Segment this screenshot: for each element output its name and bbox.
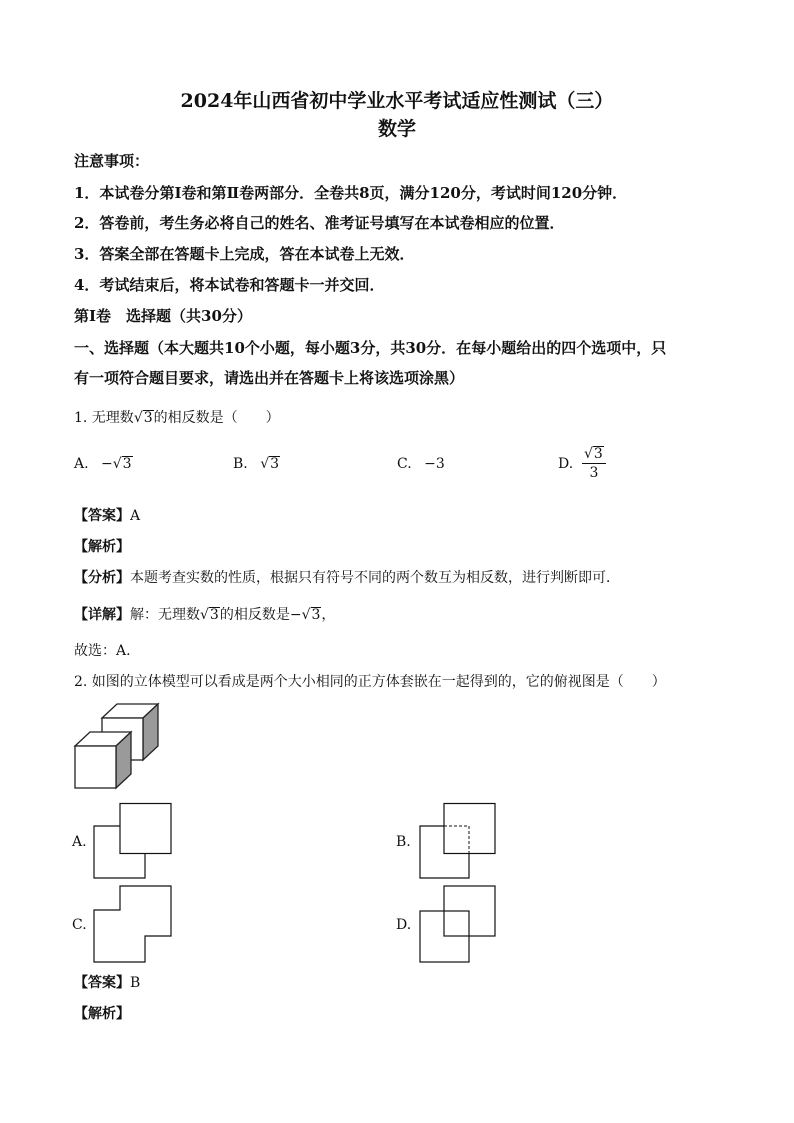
fenxi-tag: 【分析】 — [74, 570, 130, 586]
fraction-numerator — [582, 446, 606, 464]
q2-option-d-figure — [418, 884, 500, 966]
question-1-stem-after: 的相反数是（ ） — [153, 410, 280, 426]
radicand: 3 — [270, 456, 280, 472]
sqrt-expression: √3 — [133, 410, 153, 426]
sqrt-expression: √3 — [200, 607, 219, 623]
q2-analysis-tag: 【解析】 — [74, 1006, 130, 1022]
detail-middle: 的相反数是 — [219, 607, 290, 623]
answer-value: B — [130, 975, 141, 991]
q1-option-b — [233, 456, 280, 472]
q2-option-b-label: B. — [396, 834, 411, 850]
q1-analysis-tag: 【解析】 — [74, 539, 130, 555]
radicand: 3 — [311, 607, 321, 623]
q1-option-c — [397, 456, 445, 472]
exam-title: 2024年山西省初中学业水平考试适应性测试（三） — [180, 90, 614, 112]
detail-tag: 【详解】 — [74, 607, 130, 623]
question-1-stem — [74, 407, 280, 427]
option-a-sign: − — [101, 456, 113, 472]
q2-option-b-figure — [418, 802, 500, 882]
question-2-stem: 2. 如图的立体模型可以看成是两个大小相同的正方体套嵌在一起得到的，它的俯视图是（ ） — [74, 674, 666, 690]
note-item-2: 2．答卷前，考生务必将自己的姓名、准考证号填写在本试卷相应的位置． — [74, 214, 565, 232]
fenxi-text: 本题考查实数的性质，根据只有符号不同的两个数互为相反数，进行判断即可． — [130, 570, 620, 586]
q2-option-c-figure — [92, 884, 174, 966]
note-item-3: 3．答案全部在答题卡上完成，答在本试卷上无效． — [74, 245, 415, 263]
note-item-1: 1．本试卷分第Ⅰ卷和第Ⅱ卷两部分．全卷共8页，满分120分，考试时间120分钟． — [74, 184, 628, 202]
sqrt-expression: √3 — [260, 456, 280, 472]
q2-option-a-figure — [92, 802, 174, 882]
section-instruction-line1: 一、选择题（本大题共10个小题，每小题3分，共30分．在每小题给出的四个选项中，只 — [74, 339, 667, 357]
radicand: 3 — [593, 446, 603, 462]
question-1-stem-before: 1. 无理数 — [74, 410, 134, 426]
sqrt-expression: √3 — [584, 446, 603, 462]
subject-title: 数学 — [377, 118, 416, 140]
detail-sign: − — [289, 607, 302, 623]
detail-before: 解：无理数 — [130, 607, 200, 623]
q1-answer-line — [74, 505, 140, 525]
cube-model-figure — [70, 700, 165, 792]
answer-tag: 【答案】 — [74, 975, 130, 991]
radicand: 3 — [143, 410, 153, 426]
option-a-label: A. — [74, 456, 89, 472]
sqrt-expression: √3 — [112, 456, 132, 472]
sqrt-expression: √3 — [301, 607, 321, 623]
q1-option-d-label: D. — [558, 456, 574, 472]
q1-option-a — [74, 456, 133, 472]
q2-option-c-label: C. — [72, 917, 87, 933]
note-item-4: 4．考试结束后，将本试卷和答题卡一并交回． — [74, 276, 385, 294]
answer-value: A — [130, 508, 141, 524]
answer-tag: 【答案】 — [74, 508, 130, 524]
q2-option-d-label: D. — [396, 917, 412, 933]
q1-detail-line — [74, 604, 335, 624]
notes-heading: 注意事项： — [74, 152, 150, 170]
option-c-value: −3 — [424, 456, 445, 472]
q2-option-a-label: A. — [72, 834, 87, 850]
q1-option-d-fraction — [582, 446, 606, 481]
section-heading: 第Ⅰ卷 选择题（共30分） — [74, 307, 252, 325]
option-c-label: C. — [397, 456, 412, 472]
fraction-denominator: 3 — [589, 465, 599, 481]
option-b-label: B. — [233, 456, 248, 472]
q1-choose: 故选：A. — [74, 643, 131, 659]
radicand: 3 — [122, 456, 132, 472]
section-instruction-line2: 有一项符合题目要求，请选出并在答题卡上将该选项涂黑） — [74, 369, 465, 387]
detail-end: ， — [321, 607, 336, 623]
q1-fenxi-line — [74, 567, 620, 587]
radicand: 3 — [209, 607, 219, 623]
q2-answer-line — [74, 972, 140, 992]
